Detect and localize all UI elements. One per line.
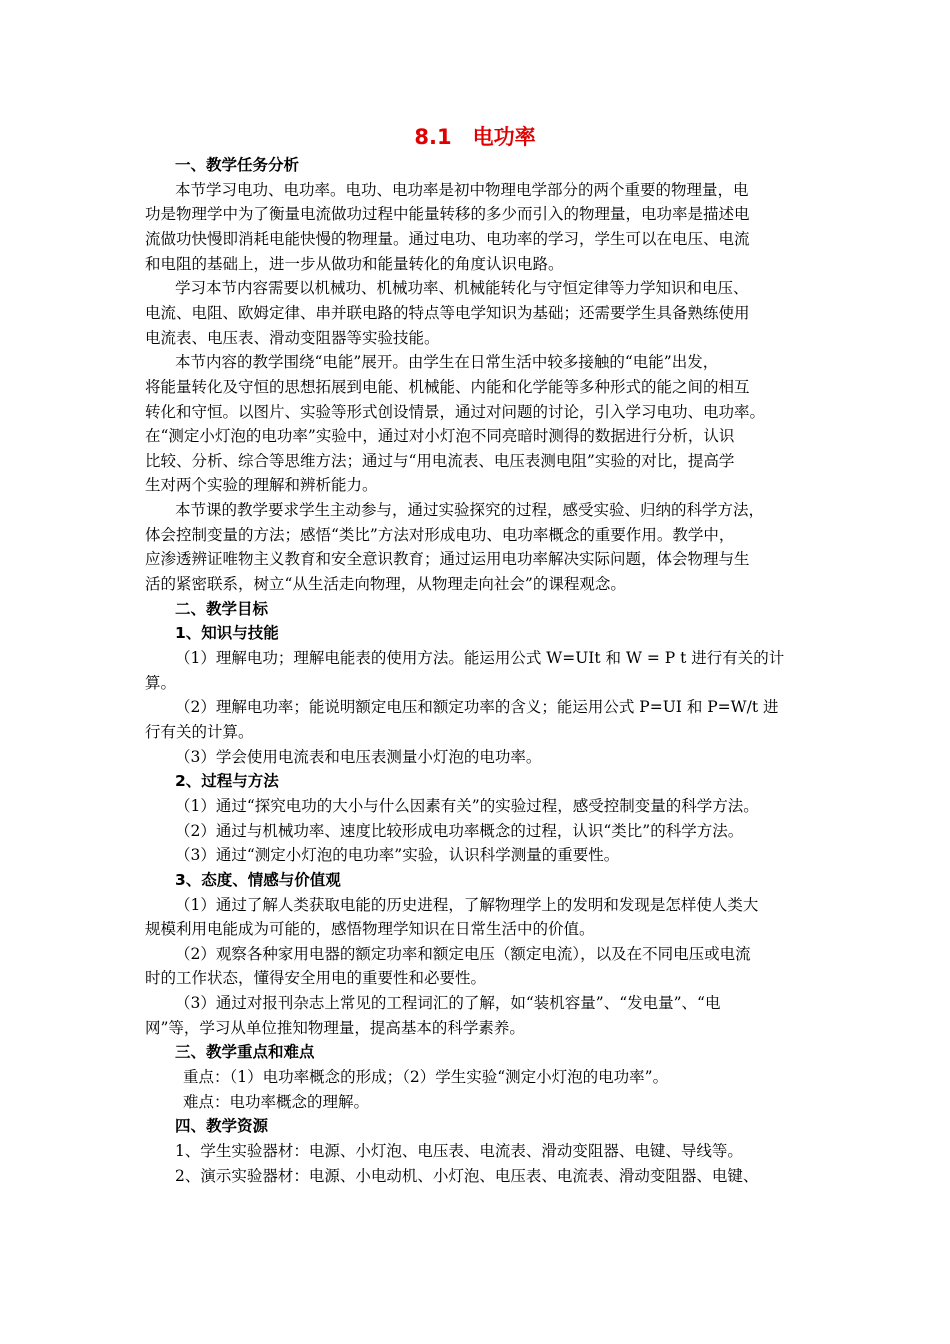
- text-line: 生对两个实验的理解和辨析能力。: [145, 476, 378, 495]
- section-heading: 三、教学重点和难点: [175, 1043, 315, 1062]
- text-line: 活的紧密联系，树立“从生活走向物理，从物理走向社会”的课程观念。: [145, 575, 626, 594]
- text-line: 时的工作状态，懂得安全用电的重要性和必要性。: [145, 969, 487, 988]
- section-heading: 1、知识与技能: [175, 624, 279, 643]
- text-line: （3）学会使用电流表和电压表测量小灯泡的电功率。: [175, 747, 542, 766]
- text-line: 本节内容的教学围绕“电能”展开。由学生在日常生活中较多接触的“电能”出发，: [175, 353, 719, 372]
- text-line: （3）通过“测定小灯泡的电功率”实验，认识科学测量的重要性。: [175, 846, 620, 865]
- text-line: 比较、分析、综合等思维方法；通过与“用电流表、电压表测电阻”实验的对比，提高学: [145, 451, 735, 470]
- text-line: 在“测定小灯泡的电功率”实验中，通过对小灯泡不同亮暗时测得的数据进行分析，认识: [145, 427, 735, 446]
- text-line: （1）通过“探究电功的大小与什么因素有关”的实验过程，感受控制变量的科学方法。: [175, 796, 759, 815]
- text-line: 流做功快慢即消耗电能快慢的物理量。通过电功、电功率的学习，学生可以在电压、电流: [145, 229, 750, 248]
- section-heading: 四、教学资源: [175, 1117, 269, 1136]
- text-line: 算。: [145, 673, 177, 692]
- text-line: 应渗透辨证唯物主义教育和安全意识教育；通过运用电功率解决实际问题，体会物理与生: [145, 550, 750, 569]
- text-line: 本节学习电功、电功率。电功、电功率是初中物理电学部分的两个重要的物理量，电: [175, 180, 749, 199]
- text-line: 1、学生实验器材：电源、小灯泡、电压表、电流表、滑动变阻器、电键、导线等。: [175, 1142, 743, 1160]
- section-heading: 一、教学任务分析: [175, 156, 300, 174]
- text-line: 功是物理学中为了衡量电流做功过程中能量转移的多少而引入的物理量，电功率是描述电: [145, 205, 750, 224]
- text-line: （1）通过了解人类获取电能的历史进程，了解物理学上的发明和发现是怎样使人类大: [175, 895, 759, 914]
- text-line: 行有关的计算。: [145, 722, 254, 741]
- text-line: 2、演示实验器材：电源、小电动机、小灯泡、电压表、电流表、滑动变阻器、电键、: [175, 1166, 759, 1185]
- text-line: 重点：（1）电功率概念的形成；（2）学生实验“测定小灯泡的电功率”。: [183, 1068, 669, 1087]
- text-line: 网”等，学习从单位推知物理量，提高基本的科学素养。: [145, 1018, 525, 1037]
- text-line: 和电阻的基础上，进一步从做功和能量转化的角度认识电路。: [145, 254, 564, 273]
- text-line: （1）理解电功；理解电能表的使用方法。能运用公式 W=UIt 和 W = P t 进行有关的计: [175, 649, 785, 667]
- text-line: 体会控制变量的方法；感悟“类比”方法对形成电功、电功率概念的重要作用。教学中，: [145, 525, 735, 544]
- text-line: （2）观察各种家用电器的额定功率和额定电压（额定电流），以及在不同电压或电流: [175, 944, 751, 963]
- page-title: 8.1 电功率: [414, 125, 536, 149]
- text-line: 本节课的教学要求学生主动参与，通过实验探究的过程，感受实验、归纳的科学方法，: [175, 501, 765, 520]
- text-line: （3）通过对报刊杂志上常见的工程词汇的了解，如“装机容量”、“发电量”、“电: [175, 994, 721, 1013]
- text-line: （2）通过与机械功率、速度比较形成电功率概念的过程，认识“类比”的科学方法。: [175, 821, 744, 840]
- section-heading: 二、教学目标: [175, 599, 269, 618]
- text-line: 电流、电阻、欧姆定律、串并联电路的特点等电学知识为基础；还需要学生具备熟练使用: [145, 303, 750, 322]
- text-line: 规模利用电能成为可能的，感悟物理学知识在日常生活中的价值。: [145, 920, 595, 939]
- text-line: 将能量转化及守恒的思想拓展到电能、机械能、内能和化学能等多种形式的能之间的相互: [145, 377, 750, 396]
- section-heading: 2、过程与方法: [175, 772, 279, 791]
- text-line: 电流表、电压表、滑动变阻器等实验技能。: [145, 328, 440, 347]
- text-line: 学习本节内容需要以机械功、机械功率、机械能转化与守恒定律等力学知识和电压、: [175, 279, 749, 298]
- text-line: 难点：电功率概念的理解。: [183, 1092, 370, 1111]
- text-line: 转化和守恒。以图片、实验等形式创设情景，通过对问题的讨论，引入学习电功、电功率。: [145, 402, 766, 421]
- section-heading: 3、态度、情感与价值观: [175, 870, 341, 889]
- text-line: （2）理解电功率；能说明额定电压和额定功率的含义；能运用公式 P=UI 和 P=W/t 进: [175, 698, 779, 717]
